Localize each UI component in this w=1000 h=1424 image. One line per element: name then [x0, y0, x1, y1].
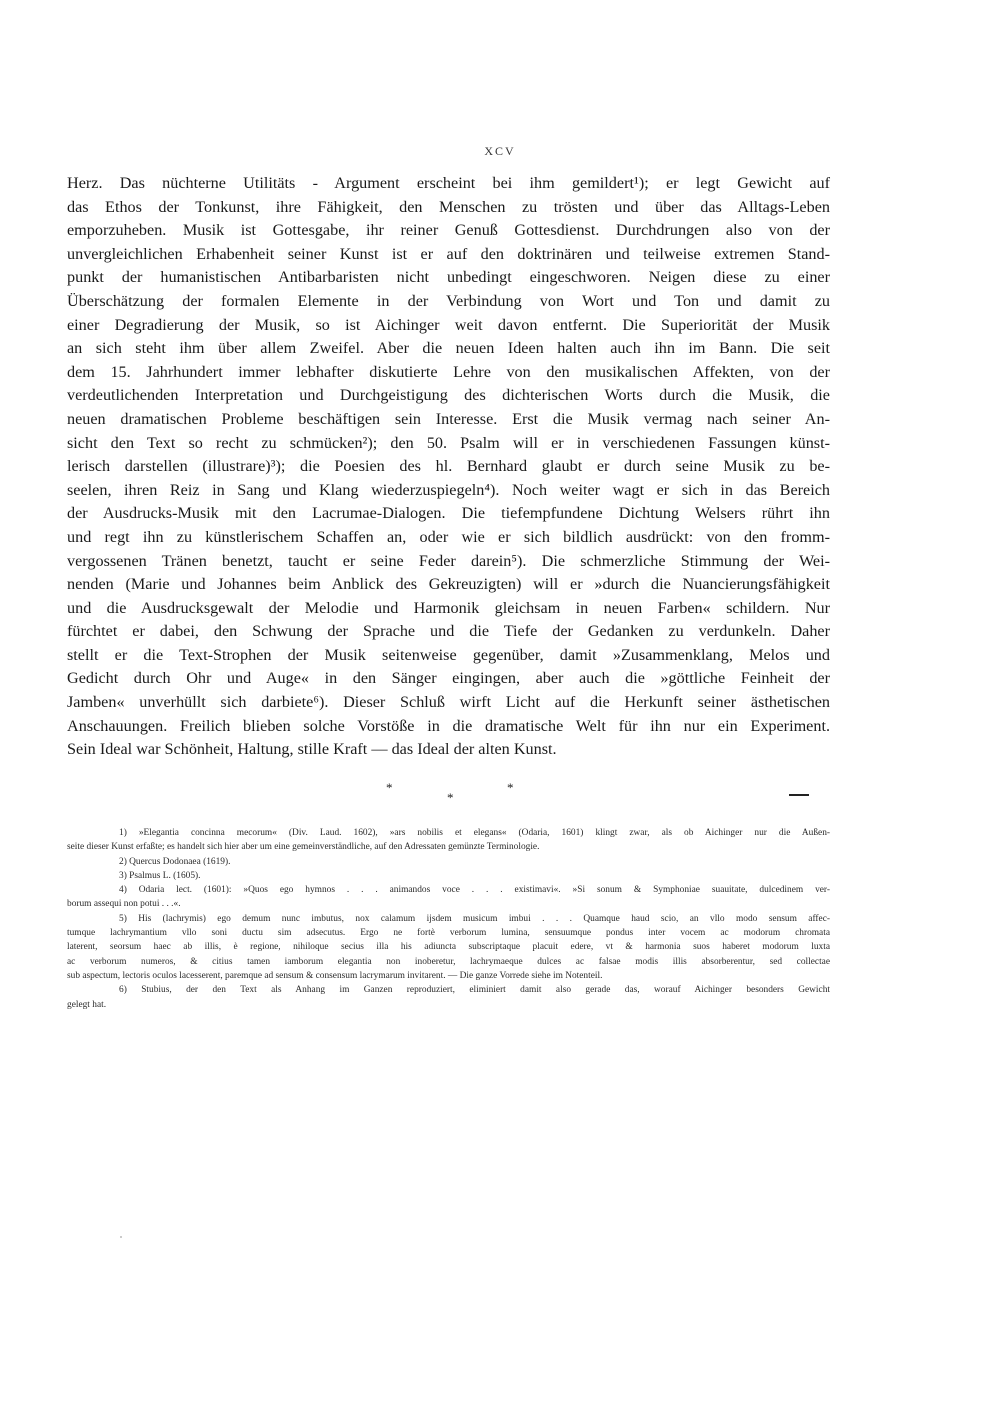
body-line: lerisch darstellen (illustrare)³); die Poesien des hl. Bernhard glaubt er durch seine Musik zu be- [67, 457, 830, 476]
footnotes-block [67, 826, 830, 1012]
footnote-line: 6) Stubius, der den Text als Anhang im Ganzen reproduziert, eliminiert damit also gerade das, worauf Aichinger besonders Gewicht [119, 985, 830, 996]
body-line: stellt er die Text-Strophen der Musik seitenweise gegenüber, damit »Zusammenklang, Melos und [67, 645, 830, 664]
main-text-block [67, 172, 830, 762]
footnote-line: 5) His (lachrymis) ego demum nunc imbutus, nox calamum ijsdem musicum imbui . . . Quamque haud scio, an vllo modo sensum affec- [119, 913, 830, 924]
body-line: sicht den Text so recht zu schmücken²); den 50. Psalm will er in verschiedenen Fassungen künst- [67, 433, 830, 452]
body-line: neuen dramatischen Probleme beschäftigen sein Interesse. Erst die Musik vermag nach seiner An- [67, 409, 830, 428]
body-line: und die Ausdrucksgewalt der Melodie und Harmonik gleichsam in neuen Farben« schildern. Nur [67, 598, 830, 617]
footnote-line: 4) Odaria lect. (1601): »Quos ego hymnos . . . animandos voce . . . existimavi«. »Si sonum & Symphoniae suauitate, dulcedinem ver- [119, 885, 830, 896]
body-line: punkt der humanistischen Antibarbaristen nicht unbedingt eingeschworen. Neigen diese zu einer [67, 268, 830, 287]
footnote-line: 3) Psalmus L. (1605). [119, 870, 201, 881]
section-divider-ornament [0, 778, 1000, 808]
body-line: einer Degradierung der Musik, so ist Aichinger weit davon entfernt. Die Superiorität der Musik [67, 315, 830, 334]
body-line: Gedicht durch Ohr und Auge« in den Sänger eingingen, aber auch die »göttliche Feinheit der [67, 669, 830, 688]
body-line: Sein Ideal war Schönheit, Haltung, stille Kraft — das Ideal der alten Kunst. [67, 740, 557, 759]
footnote-line: 2) Quercus Dodonaea (1619). [119, 856, 231, 867]
body-line: verdeutlichenden Interpretation und Durchgeistigung des dichterischen Worts durch die Musik, die [67, 386, 830, 405]
body-line: dem 15. Jahrhundert immer lebhafter diskutierte Lehre von den musikalischen Affekten, von der [67, 362, 830, 381]
body-line: nenden (Marie und Johannes beim Anblick des Gekreuzigten) will er »durch die Nuancierungsfähigkeit [67, 575, 830, 594]
body-line: seelen, ihren Reiz in Sang und Klang wiederzuspiegeln⁴). Noch weiter wagt er sich in das Bereich [67, 480, 830, 499]
footnote-line: 1) »Elegantia concinna mecorum« (Div. Laud. 1602), »ars nobilis et elegans« (Odaria, 1601) klingt zwar, als ob Aichinger nur die Außen- [119, 828, 830, 838]
body-line: Jamben« unverhüllt sich darbiete⁶). Dieser Schluß wirft Licht auf die Herkunft seiner ästhetischen [67, 693, 830, 712]
asterisk-ornament-center: * [447, 790, 454, 805]
divider-dash [789, 794, 809, 796]
page-number: XCV [484, 144, 516, 158]
footnote-line: laterent, seorsum haec ab illis, è regione, nihiloque secius illa his adiuncta subscriptaque placuit edere, vt & harmonia suos haberet modorum luxta [67, 942, 830, 953]
body-line: emporzuheben. Musik ist Gottesgabe, ihr reiner Genuß Gottesdienst. Durchdrungen also von der [67, 221, 830, 240]
scan-speck [120, 1236, 122, 1238]
body-line: vergossenen Tränen benetzt, taucht er seine Feder darein⁵). Die schmerzliche Stimmung der Wei- [67, 551, 830, 570]
body-line: Herz. Das nüchterne Utilitäts - Argument erscheint bei ihm gemildert¹); er legt Gewicht auf [67, 174, 830, 192]
body-line: unvergleichlichen Erhabenheit seiner Kunst ist er auf den doktrinären und teilweise extremen Stand- [67, 244, 830, 263]
footnote-line: borum assequi non potui . . .«. [67, 899, 181, 910]
body-line: der Ausdrucks-Musik mit den Lacrumae-Dialogen. Die tiefempfundene Dichtung Welsers rührt ihn [67, 504, 830, 523]
asterisk-ornament-right: * [507, 780, 514, 795]
footnote-line: gelegt hat. [67, 999, 107, 1010]
footnote-line: sub aspectum, lectoris oculos lacesserent, paremque ad sensum & consensum lacrymarum invitarent. — Die ganze Vorrede siehe im Notenteil. [67, 970, 603, 981]
body-line: das Ethos der Tonkunst, ihre Fähigkeit, den Menschen zu trösten und über das Alltags-Leben [67, 197, 830, 216]
body-line: an sich steht ihm über allem Zweifel. Aber die neuen Ideen halten auch ihn im Bann. Die seit [67, 339, 830, 358]
body-line: Anschauungen. Freilich blieben solche Vorstöße in die dramatische Welt für ihn nur ein Experiment. [67, 716, 830, 735]
body-line: Überschätzung der formalen Elemente in der Verbindung von Wort und Ton und damit zu [67, 291, 830, 310]
body-line: und regt ihn zu künstlerischem Schaffen an, oder wie er sich bildlich ausdrückt: von den fromm- [67, 527, 830, 546]
footnote-line: ac verborum numeros, & citius tamen iamborum elegantia non inoberetur, lachrymaeque dulces ac falsae modis illis absorberentur, sed collectae [67, 956, 830, 967]
footnote-line: tumque lachrymantium vllo soni ductu sim adsecutus. Ergo ne fortè verborum lumina, sensuumque pondus inter vocem ac modorum chromata [67, 928, 830, 939]
footnote-line: seite dieser Kunst erfaßte; es handelt sich hier aber um eine gemeinverständliche, auf den Adressaten gemünzte Terminologie. [67, 842, 540, 853]
body-line: fürchtet er dabei, den Schwung der Sprache und die Tiefe der Gedanken zu verdunkeln. Daher [67, 622, 830, 641]
asterisk-ornament-left: * [386, 780, 393, 795]
